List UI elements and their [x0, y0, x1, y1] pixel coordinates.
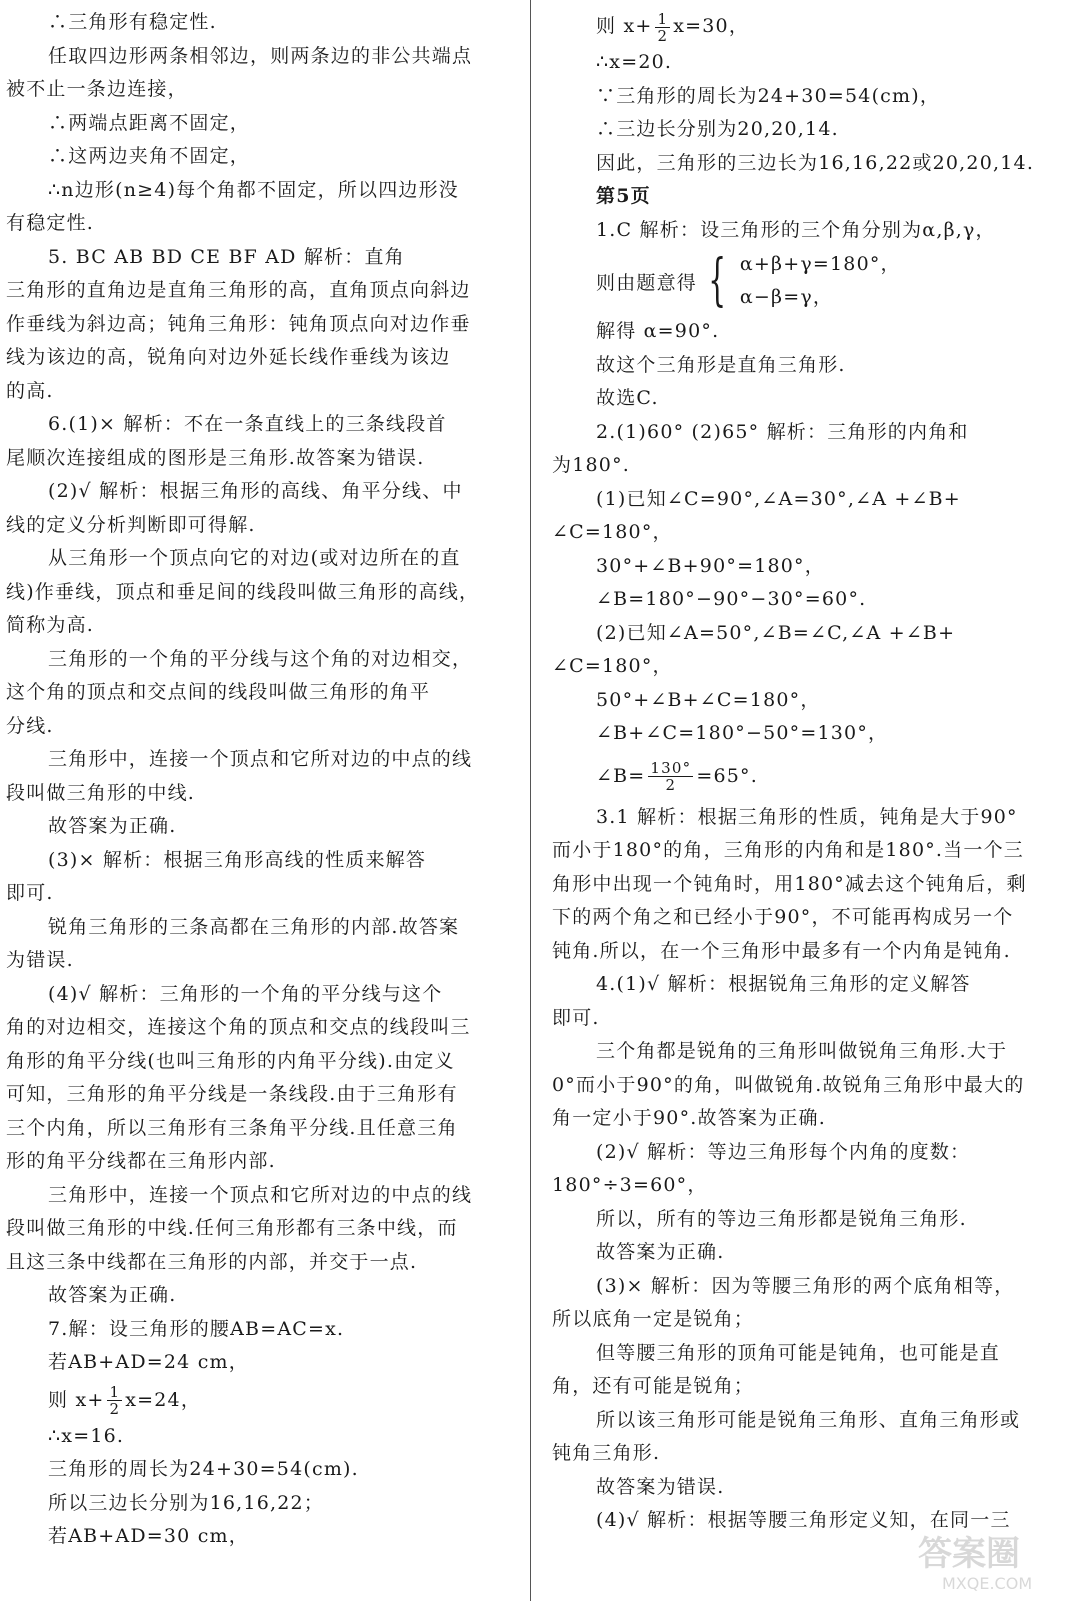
text-line: (3)× 解析：因为等腰三角形的两个底角相等，: [596, 1274, 1015, 1297]
text-line: ∴三角形有稳定性.: [48, 11, 217, 33]
text-line: ∠B=180°−90°−30°=60°.: [596, 588, 867, 610]
text-line: 3.1 解析：根据三角形的性质，钝角是大于90°: [596, 805, 1018, 828]
text-line: (4)√ 解析：三角形的一个角的平分线与这个: [48, 982, 443, 1005]
text-line: 故这个三角形是直角三角形.: [596, 353, 846, 376]
fraction-one-half: [107, 1384, 122, 1417]
text-line: 为180°.: [552, 454, 631, 476]
text-line: 因此，三角形的三边长为16,16,22或20,20,14.: [596, 151, 1035, 174]
text-line: 5. BC AB BD CE BF AD 解析：直角: [48, 245, 405, 268]
left-column: [6, 6, 510, 1554]
text-line: ∴两端点距离不固定，: [48, 111, 251, 134]
text-line: (4)√ 解析：根据等腰三角形定义知，在同一三: [596, 1509, 1011, 1531]
text-line: 故答案为错误.: [596, 1475, 725, 1498]
equation-prefix: ∠B=: [596, 764, 646, 787]
text-line: 所以，所有的等边三角形都是锐角三角形.: [596, 1207, 967, 1230]
text-line: 三角形中，连接一个顶点和它所对边的中点的线: [48, 748, 473, 770]
text-line: 30°+∠B+90°=180°，: [596, 554, 825, 577]
text-line: ∴x=20.: [596, 51, 673, 73]
watermark-text: 答案圈: [918, 1534, 1020, 1574]
text-line: 从三角形一个顶点向它的对边(或对边所在的直: [48, 547, 461, 569]
text-line: 所以该三角形可能是锐角三角形、直角三角形或: [596, 1408, 1021, 1431]
text-line: 但等腰三角形的顶角可能是钝角，也可能是直: [596, 1341, 1001, 1364]
text-line: 即可.: [6, 882, 54, 904]
system-label: 则由题意得: [596, 271, 698, 294]
text-line: 三角形中，连接一个顶点和它所对边的中点的线: [48, 1183, 473, 1206]
text-line: ∴这两边夹角不固定，: [48, 145, 251, 167]
text-line: 2.(1)60° (2)65° 解析：三角形的内角和: [596, 420, 969, 443]
right-column: [552, 6, 1056, 1538]
text-line: 故答案为正确.: [48, 1284, 177, 1306]
text-line: 故答案为正确.: [596, 1241, 725, 1263]
right-text-block-b: [552, 315, 1056, 751]
text-line: 而小于180°的角，三角形的内角和是180°.当一个三: [552, 839, 1024, 861]
text-line: 6.(1)× 解析：不在一条直线上的三条线段首: [48, 413, 447, 435]
equation-prefix: 则 x+: [48, 1388, 105, 1411]
text-line: 三角形的一个角的平分线与这个角的对边相交，: [48, 647, 473, 670]
text-line: 线的定义分析判断即可得解.: [6, 513, 256, 536]
text-line: 这个角的顶点和交点间的线段叫做三角形的角平: [6, 681, 431, 703]
text-line: 的高.: [6, 379, 54, 402]
text-line: 段叫做三角形的中线.: [6, 781, 196, 804]
fraction-130-over-2: [648, 760, 693, 793]
right-text-block-c: [552, 801, 1056, 1538]
text-line: 分线.: [6, 714, 54, 737]
text-line: 解得 α=90°.: [596, 320, 720, 342]
right-text-block-a: [552, 46, 1056, 247]
fraction-denominator: 2: [657, 26, 669, 45]
text-line: (2)√ 解析：根据三角形的高线、角平分线、中: [48, 480, 463, 502]
text-line: 可知，三角形的角平分线是一条线段.由于三角形有: [6, 1083, 458, 1105]
text-line: 角形的角平分线(也叫三角形的内角平分线).由定义: [6, 1049, 455, 1072]
text-line: 且这三条中线都在三角形的内部，并交于一点.: [6, 1250, 418, 1273]
text-line: 角，还有可能是锐角；: [552, 1375, 755, 1397]
text-line: 角形中出现一个钝角时，用180°减去这个钝角后，剩: [552, 872, 1027, 895]
system-equation-1: α+β+γ=180°，: [739, 253, 901, 275]
text-line: ∴三边长分别为20,20,14.: [596, 118, 839, 140]
fraction-numerator: 1: [109, 1383, 121, 1401]
text-line: (2)√ 解析：等边三角形每个内角的度数：: [596, 1140, 971, 1163]
equation-prefix: 则 x+: [596, 15, 653, 37]
text-line: 下的两个角之和已经小于90°，不可能再构成另一个: [552, 906, 1014, 928]
fraction-numerator: 1: [657, 9, 669, 28]
text-line: 锐角三角形的三条高都在三角形的内部.故答案: [48, 915, 460, 938]
column-divider: [530, 0, 531, 1601]
text-line: 第5页: [596, 185, 651, 207]
text-line: 三角形的直角边是直角三角形的高，直角顶点向斜边: [6, 279, 471, 301]
system-equations: [740, 248, 901, 314]
text-line: 4.(1)√ 解析：根据锐角三角形的定义解答: [596, 973, 971, 995]
fraction-denominator: 2: [109, 1400, 121, 1418]
text-line: 三角形的周长为24+30=54(cm).: [48, 1458, 359, 1480]
fraction-equation-left: [6, 1380, 510, 1420]
text-line: 线为该边的高，锐角向对边外延长线作垂线为该边: [6, 346, 451, 368]
left-tail-block: [6, 1420, 510, 1554]
text-line: 180°÷3=60°，: [552, 1174, 708, 1196]
text-line: 7.解：设三角形的腰AB=AC=x.: [48, 1317, 345, 1340]
text-line: (1)已知∠C=90°,∠A=30°,∠A +∠B+: [596, 487, 961, 510]
fraction-equation-angle: [552, 751, 1056, 801]
text-line: (2)已知∠A=50°,∠B=∠C,∠A +∠B+: [596, 621, 956, 644]
text-line: ∴x=16.: [48, 1424, 125, 1447]
text-line: ∠B+∠C=180°−50°=130°，: [596, 722, 889, 744]
fraction-denominator: 2: [665, 776, 677, 794]
text-line: 故答案为正确.: [48, 815, 177, 837]
text-line: 为错误.: [6, 949, 74, 971]
text-line: 角的对边相交，连接这个角的顶点和交点的线段叫三: [6, 1016, 471, 1038]
fraction-equation-right: [552, 6, 1056, 46]
text-line: 若AB+AD=30 cm，: [48, 1525, 249, 1547]
text-line: 钝角.所以，在一个三角形中最多有一个内角是钝角.: [552, 939, 1011, 962]
text-line: 被不止一条边连接，: [6, 78, 188, 100]
text-line: 作垂线为斜边高；钝角三角形：钝角顶点向对边作垂: [6, 312, 471, 335]
text-line: 50°+∠B+∠C=180°，: [596, 688, 821, 711]
watermark-graphic: [912, 1525, 1072, 1595]
text-line: 钝角三角形.: [552, 1442, 661, 1464]
text-line: 所以底角一定是锐角；: [552, 1308, 755, 1330]
equation-suffix: x=30，: [673, 15, 750, 37]
text-line: 有稳定性.: [6, 212, 95, 234]
text-line: 所以三边长分别为16,16,22；: [48, 1491, 325, 1514]
text-line: ∴n边形(n≥4)每个角都不固定，所以四边形没: [48, 178, 459, 201]
left-brace: {: [708, 248, 727, 313]
watermark-logo: [912, 1525, 1072, 1595]
equation-system: [552, 247, 1056, 315]
text-line: 线)作垂线，顶点和垂足间的线段叫做三角形的高线，: [6, 580, 480, 603]
text-line: 尾顺次连接组成的图形是三角形.故答案为错误.: [6, 446, 425, 469]
text-line: (3)× 解析：根据三角形高线的性质来解答: [48, 848, 427, 871]
equation-suffix: =65°.: [696, 764, 758, 787]
text-line: 1.C 解析：设三角形的三个角分别为α,β,γ，: [596, 218, 996, 241]
fraction-numerator: 130°: [650, 759, 692, 777]
text-line: ∵三角形的周长为24+30=54(cm)，: [596, 84, 941, 107]
text-line: 三个内角，所以三角形有三条角平分线.且任意三角: [6, 1116, 458, 1139]
watermark-sub: MXQE.COM: [942, 1574, 1033, 1593]
text-line: 即可.: [552, 1006, 600, 1029]
text-line: ∠C=180°，: [552, 655, 673, 677]
text-line: 任取四边形两条相邻边，则两条边的非公共端点: [48, 44, 473, 67]
fraction-one-half: [655, 11, 670, 44]
text-line: ∠C=180°，: [552, 521, 673, 543]
text-line: 段叫做三角形的中线.任何三角形都有三条中线，而: [6, 1217, 458, 1239]
text-line: 故选C.: [596, 387, 659, 409]
equation-suffix: x=24，: [125, 1388, 202, 1411]
text-line: 简称为高.: [6, 614, 95, 636]
text-line: 三个角都是锐角的三角形叫做锐角三角形.大于: [596, 1040, 1008, 1062]
left-text-block: [6, 6, 510, 1380]
text-line: 若AB+AD=24 cm，: [48, 1351, 249, 1373]
text-line: 形的角平分线都在三角形内部.: [6, 1150, 276, 1172]
text-line: 0°而小于90°的角，叫做锐角.故锐角三角形中最大的: [552, 1073, 1025, 1096]
system-equation-2: α−β=γ，: [739, 286, 834, 308]
text-line: 角一定小于90°.故答案为正确.: [552, 1107, 826, 1129]
